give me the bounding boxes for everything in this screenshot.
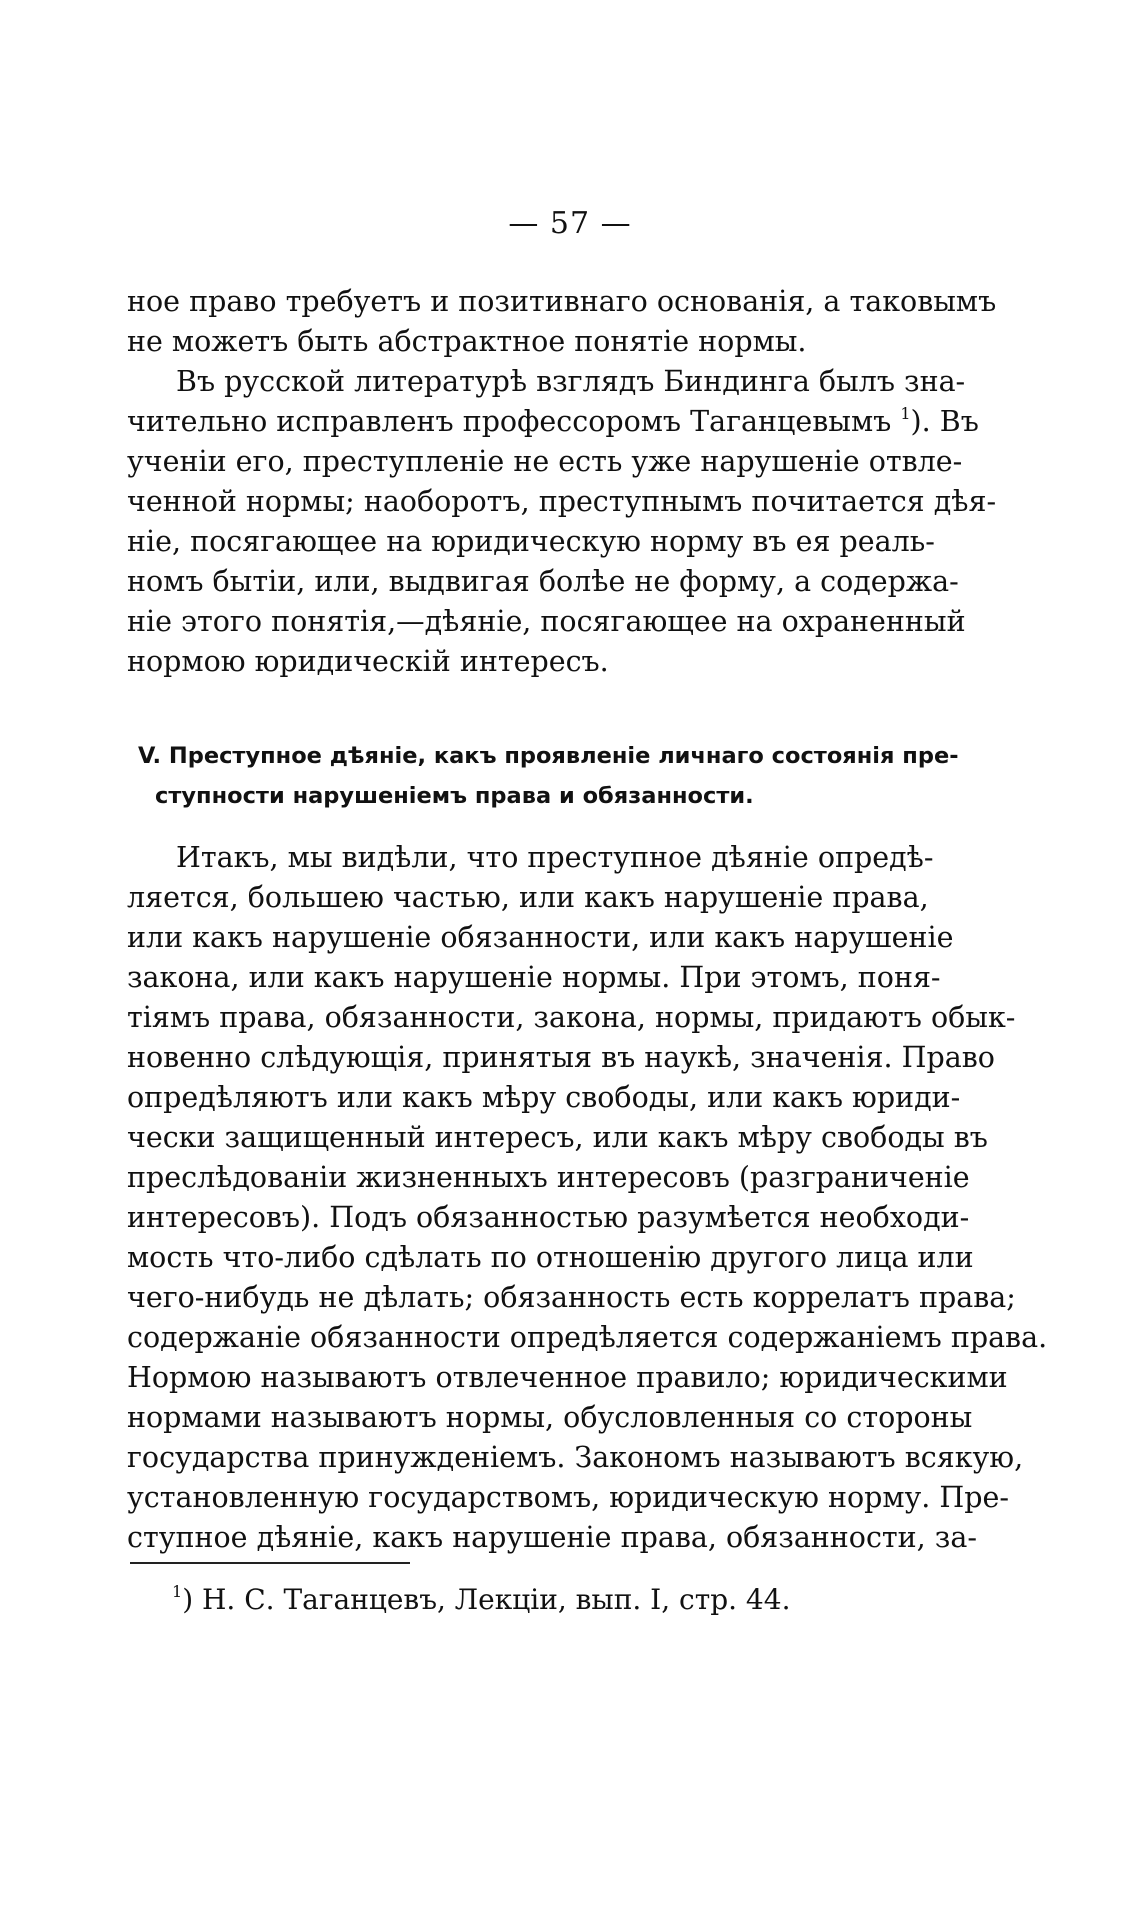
text-line-with-footnote: [127, 402, 979, 442]
heading-line: V. Преступное дѣяніе, какъ проявленіе личнаго состоянія пре-: [138, 743, 959, 769]
text-line: интересовъ). Подъ обязанностью разумѣется необходи-: [127, 1201, 970, 1234]
text-segment: чительно исправленъ профессоромъ Таганцевымъ: [127, 405, 892, 438]
text-line: Нормою называютъ отвлеченное правило; юридическими: [127, 1361, 1008, 1394]
heading-line: ступности нарушеніемъ права и обязанности.: [155, 783, 754, 809]
text-line: Итакъ, мы видѣли, что преступное дѣяніе опредѣ-: [176, 841, 934, 874]
text-line: чего-нибудь не дѣлать; обязанность есть коррелатъ права;: [127, 1281, 1016, 1314]
text-line: преслѣдованіи жизненныхъ интересовъ (разграниченіе: [127, 1161, 970, 1194]
footnote-text: ) Н. С. Таганцевъ, Лекціи, вып. I, стр. 44.: [182, 1583, 791, 1616]
text-line: ляется, большею частью, или какъ нарушеніе права,: [127, 881, 929, 914]
footnote-divider: [130, 1562, 410, 1564]
text-line: установленную государствомъ, юридическую норму. Пре-: [127, 1481, 1010, 1514]
text-line: номъ бытіи, или, выдвигая болѣе не форму, а содержа-: [127, 565, 959, 598]
footnote-marker: 1: [172, 1582, 183, 1601]
text-line: ученіи его, преступленіе не есть уже нарушеніе отвле-: [127, 445, 963, 478]
text-line: опредѣляютъ или какъ мѣру свободы, или какъ юриди-: [127, 1081, 961, 1114]
text-line: ніе, посягающее на юридическую норму въ ея реаль-: [127, 525, 935, 558]
text-line: мость что-либо сдѣлать по отношенію другого лица или: [127, 1241, 974, 1274]
text-line: не можетъ быть абстрактное понятіе нормы.: [127, 325, 807, 358]
footnote: [172, 1580, 790, 1620]
text-line: ступное дѣяніе, какъ нарушеніе права, обязанности, за-: [127, 1521, 977, 1554]
text-segment: ). Въ: [910, 405, 979, 438]
text-line: чески защищенный интересъ, или какъ мѣру свободы въ: [127, 1121, 988, 1154]
footnote-reference: 1: [900, 404, 911, 423]
page-number: — 57 —: [508, 206, 632, 241]
text-line: нормами называютъ нормы, обусловленныя со стороны: [127, 1401, 973, 1434]
text-line: закона, или какъ нарушеніе нормы. При этомъ, поня-: [127, 961, 941, 994]
text-line: государства принужденіемъ. Закономъ называютъ всякую,: [127, 1441, 1024, 1474]
text-line: Въ русской литературѣ взглядъ Биндинга былъ зна-: [176, 365, 966, 398]
text-line: ченной нормы; наоборотъ, преступнымъ почитается дѣя-: [127, 485, 997, 518]
text-line: ніе этого понятія,—дѣяніе, посягающее на охраненный: [127, 605, 966, 638]
text-line: ное право требуетъ и позитивнаго основанія, а таковымъ: [127, 285, 997, 318]
text-line: новенно слѣдующія, принятыя въ наукѣ, значенія. Право: [127, 1041, 995, 1074]
text-line: содержаніе обязанности опредѣляется содержаніемъ права.: [127, 1321, 1048, 1354]
text-line: или какъ нарушеніе обязанности, или какъ нарушеніе: [127, 921, 954, 954]
text-line: нормою юридическій интересъ.: [127, 645, 609, 678]
text-line: тіямъ права, обязанности, закона, нормы, придаютъ обык-: [127, 1001, 1016, 1034]
